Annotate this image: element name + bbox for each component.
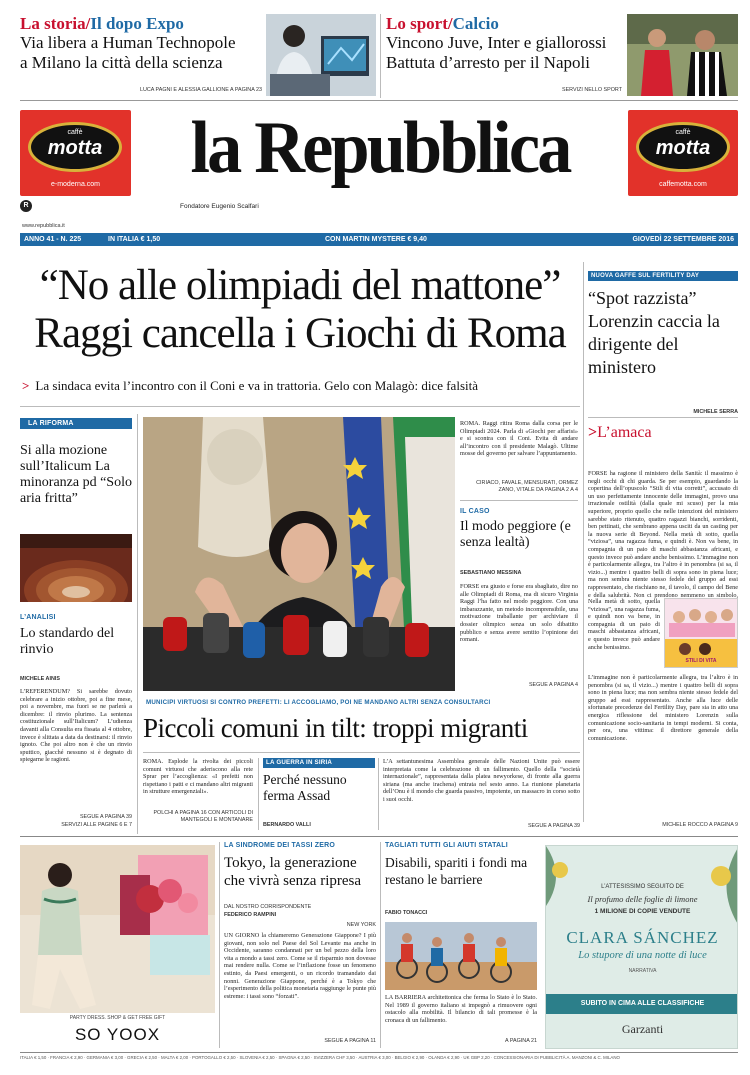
teaser-kicker-blue: Calcio — [452, 14, 499, 33]
teaser-title-line: Vincono Juve, Inter e giallorossi — [386, 33, 607, 52]
book-author: CLARA SÁNCHEZ — [566, 928, 719, 947]
giappone-author: FEDERICO RAMPINI — [224, 912, 277, 918]
book-publisher: Garzanti — [621, 1022, 664, 1036]
amaca-heading[interactable] — [588, 424, 652, 442]
ad-yoox[interactable] — [20, 845, 215, 1045]
giappone-byline: DAL NOSTRO CORRISPONDENTE — [224, 904, 312, 910]
analisi-ref: SEGUE A PAGINA 39 — [79, 814, 132, 820]
ad-motta-url: e-moderna.com — [50, 181, 101, 188]
lead-headline-line2: Raggi cancella i Giochi di Roma — [34, 310, 566, 357]
roma-text: ROMA. Raggi ritira Roma dalla corsa per le Olimpiadi 2024. Parla di «Giochi per affarisi» e si scontra con il Coni. Evita di andare all’incontro con il presidente Malagò. Ultime mosse del governo per salvare l’appuntamento. — [460, 420, 578, 458]
caso-author: SEBASTIANO MESSINA — [460, 570, 522, 576]
siria-title[interactable]: Perché nessuno ferma Assad — [263, 772, 347, 803]
lead-headline[interactable] — [20, 262, 580, 358]
teaser-kicker-red: La storia/ — [20, 14, 91, 33]
teaser-title-line: Via libera a Human Technopole — [20, 33, 236, 52]
siria-author: BERNARDO VALLI — [263, 822, 311, 828]
masthead-founder: Fondatore Eugenio Scalfari — [180, 203, 259, 210]
ad-motta-left[interactable] — [20, 110, 131, 196]
yoox-caption: PARTY DRESS. SHOP & GET FREE GIFT — [69, 1015, 166, 1021]
riforma-kicker: LA RIFORMA — [20, 418, 132, 429]
ad-motta-url: caffemotta.com — [659, 181, 707, 188]
issue-number: ANNO 41 - N. 225 — [24, 236, 82, 243]
ad-motta-brand: motta — [655, 137, 711, 159]
riforma-title[interactable]: Si alla mozione sull’Italicum La minoranza pd “Solo aria fritta” — [20, 443, 132, 506]
caso-title[interactable]: Il modo peggiore (e senza lealtà) — [460, 519, 571, 550]
book-subtitle: Il profumo delle foglie di limone — [587, 894, 698, 904]
disabili-text: LA BARRIERA architettonica che ferma lo Stato è lo Stato. Nel 1989 il governo italiano si impegnò a rimuovere ogni ostacolo alla mobilità. Il bilancio di tali promesse è la cronaca di un fallimento. — [385, 994, 537, 1024]
teaser-byline: LUCA PAGNI E ALESSIA GALLIONE A PAGINA 23 — [139, 87, 262, 93]
teaser-top-left[interactable] — [20, 14, 265, 73]
teaser-byline: SERVIZI NELLO SPORT — [561, 87, 622, 93]
photo-raggi — [143, 417, 455, 691]
amaca-text-top: FORSE ha ragione il ministero della Sanità: il massimo è negli occhi di chi guarda. Se per esempio, guardando la copertina dell’opuscolo “Stili di vita corretti”, accusato di un uso perfettamente innocente delle immagini, provo una irrazionale ostilità (dalla quale mi scuso) per la mia superiore, proprio quello che nelle intenzioni del ministero sarebbe stato ritenuto, quattro ragazzi bianchi, sorridenti, ben pettinati, che sembrano appena usciti da un casting per la nuova serie di Beyond. Nella metà di sotto, quella “viziosa”, una ragazza fuma, e quindi è. Non va bene, in compagnia di un paio di maschi abbastanza africani, e questo invece può andare anche benissimo. L’immagine non è particolarmente allegra, tra l’altro è in penombra (si sa, il vizio...) mentre i quattro belli di sopra sono in piena luce; ma non sembra niente stesso fedele del gruppo ad essi rappresentato, che rischiano ne, il tavolo, il campo del Bene e della salubrità. Non ci prendono nemmeno un simbolo, — [588, 470, 738, 598]
amaca-author: MICHELE SERRA — [693, 409, 738, 415]
lead-summary — [22, 378, 582, 393]
caso-kicker: IL CASO — [460, 508, 490, 515]
book-top: L’ATTESISSIMO SEGUITO DE — [601, 884, 684, 890]
masthead-site[interactable]: www.repubblica.it — [22, 223, 65, 229]
teaser-kicker-red: Lo sport/ — [386, 14, 453, 33]
amaca-title: L’amaca — [597, 424, 652, 441]
ad-book[interactable] — [545, 845, 738, 1049]
migranti-byline: POLCHI A PAGINA 16 CON ARTICOLI DI MANTEGOLI E MONTANARE — [153, 810, 253, 823]
photo-calcio — [627, 14, 738, 96]
masthead-title: la Repubblica — [190, 107, 570, 189]
masthead-badge: R — [20, 200, 32, 212]
book-series: NARRATIVA — [628, 968, 657, 974]
migranti-kicker: MUNICIPI VIRTUOSI SI CONTRO PREFETTI: LI ACCOGLIAMO, POI NE MANDANO ALTRI SENZA CONSULTARCI — [146, 699, 491, 706]
book-title: Lo stupore di una notte di luce — [578, 950, 707, 961]
amaca-text-mid: Nella metà di sotto, quella “viziosa”, una ragazza fuma, e quindi non va bene, in compagnia di un paio di maschi abbastanza africani, e questo invece può andare anche benissimo. — [588, 598, 660, 651]
analisi-kicker: L’ANALISI — [20, 614, 56, 621]
book-sold: 1 MILIONE DI COPIE VENDUTE — [594, 908, 691, 915]
caso-ref: SEGUE A PAGINA 4 — [528, 682, 578, 688]
disabili-kicker: TAGLIATI TUTTI GLI AIUTI STATALI — [385, 842, 508, 849]
photo-disabili — [385, 922, 537, 990]
issue-date: GIOVEDÌ 22 SETTEMBRE 2016 — [632, 236, 734, 243]
teaser-top-right[interactable] — [386, 14, 626, 73]
info-bar — [20, 233, 738, 246]
analisi-ref: SERVIZI ALLE PAGINE 6 E 7 — [61, 822, 132, 828]
siria-ref: SEGUE A PAGINA 39 — [527, 823, 580, 829]
teaser-title-line: a Milano la città della scienza — [20, 53, 223, 72]
disabili-title[interactable]: Disabili, spariti i fondi ma restano le barriere — [385, 855, 528, 887]
ad-motta-brand: motta — [47, 137, 103, 159]
lead-summary-text: La sindaca evita l’incontro con il Coni e va in trattoria. Gelo con Malagò: dice falsità — [35, 378, 478, 393]
amaca-text-bottom: L’immagine non è particolarmente allegra, tra l’altro è in penombra (si sa, il vizio...) mentre i quattro belli di sopra sono in piena luce; ma non sembra niente stesso fedele del gruppo ad essi rappresentato. Anche alla luce delle sfortunate precedenze del Fertility Day, pare sia in atto una energica riflessione del ministero Lorenzin sulla comunicazione socio-sanitaria in tempi moderni. Si conta, per ora, una vittima: il direttore generale della comunicazione. — [588, 674, 738, 742]
analisi-title[interactable]: Lo standardo del rinvio — [20, 626, 115, 657]
ad-motta-small: caffè — [67, 129, 83, 136]
giappone-place: NEW YORK — [346, 922, 376, 928]
siria-text: L’A settantunesima Assemblea generale delle Nazioni Unite può essere interpretata come la celebrazione di un fallimento. Quello della “società internazionale”, rappresentata dalla platea newyorkese, di fronte alla guerra siriana (ma anche irachena) entrata nel sesto anno. La riunione planetaria dell’Onu è il mondo che guarda passivo, impotente, un massacro in corso sotto i suoi occhi. — [383, 758, 580, 803]
teaser-title-line: Battuta d’arresto per il Napoli — [386, 53, 590, 72]
book-cta-button[interactable]: SUBITO IN CIMA ALLE CLASSIFICHE — [546, 994, 738, 1014]
arrow-icon: > — [588, 424, 598, 441]
analisi-author: MICHELE AINIS — [20, 676, 60, 682]
promo: CON MARTIN MYSTERE € 9,40 — [325, 236, 427, 243]
lead-headline-line1: “No alle olimpiadi del mattone” — [39, 262, 561, 309]
disabili-ref: A PAGINA 21 — [505, 1038, 537, 1044]
footer-prices: ITALIA € 1,50 · FRANCIA € 2,90 · GERMANIA € 3,00 · GRECIA € 2,50 · MALTA € 2,00 · PORTOGALLO € 2,50 · SLOVENIA € 2,50 · SPAGNA € 2,50 · SVIZZERA CHF 3,50 · AUSTRIA € 3,00 · BELGIO € 2,90 · OLANDA € 2,90 · UK GBP 2,20 · CONCESSIONARIA DI PUBBLICITÀ A. MANZONI & C. MILANO — [20, 1055, 620, 1060]
migranti-text: ROMA. Esplode la rivolta dei piccoli comuni virtuosi che aderiscono alla rete Sprar per l’accoglienza: «I prefetti non rispettano i patti e ci mandano altri migranti in strutture emergenziali». — [143, 758, 253, 796]
caso-text: FORSE era giusto e forse era sbagliato, dire no alle Olimpiadi di Roma, ma di sicuro Virginia Raggi l’ha fatto nel modo peggiore. Con una imbarazzante, un metodo incomprensibile, una motivazione traballante per archiviare il dossier olimpico senza un solo dibattito pubblico e senza avere sentito l’opinione dei romani. — [460, 583, 578, 644]
gaffe-kicker: NUOVA GAFFE SUL FERTILITY DAY — [588, 271, 738, 281]
photo-technopole — [266, 14, 376, 96]
giappone-title[interactable]: Tokyo, la generazione che vivrà senza ripresa — [224, 855, 362, 889]
disabili-author: FABIO TONACCI — [385, 910, 428, 916]
ad-motta-right[interactable] — [628, 110, 738, 196]
migranti-title[interactable]: Piccoli comuni in tilt: troppi migranti — [143, 713, 528, 743]
analisi-text: L’REFERENDUM? Si sarebbe dovuto celebrare a inizio ottobre, poi a fine mese, poi a novembre, ma fuori se ne parlerà a dicembre: il rinvio plurimo. La sentenza costituzionale sull’Italicum? L’udienza davanti alla Consulta era fissata al 4 ottobre, invece è slittata a data da destinarsi: il rinvio ignoto. Che poi altro non è che un rinvio sputtico, giacché nessuno si è degnato di spiegarne le ragioni. — [20, 688, 132, 764]
gaffe-title[interactable]: “Spot razzista” Lorenzin caccia la dirigente del ministero — [588, 288, 720, 377]
giappone-text: UN GIORNO la chiameremo Generazione Giappone? I più giovani, non solo nel Paese del Sol Levante ma anche in Occidente, saranno condannati per un bel pezzo della loro vita a mondo a tassi zero. Come se il risparmio non dovesse mai rendere nulla. Come se l’inflazione fosse un fenomeno estinto, da Paesi emergenti, o un ricordo tramandato dai nonni. Generazione Giappone, perché è a Tokyo che l’esperimento della politica monetaria raggiunge le punte più estreme: i tassi sono “forzati”. — [224, 932, 376, 1000]
ad-stili-caption: STILI DI VITA — [685, 658, 717, 664]
arrow-icon: > — [22, 378, 30, 393]
teaser-kicker-blue: Il dopo Expo — [90, 14, 184, 33]
ad-motta-small: caffè — [675, 129, 691, 136]
giappone-ref: SEGUE A PAGINA 11 — [324, 1038, 376, 1044]
siria-kicker: LA GUERRA IN SIRIA — [263, 758, 375, 768]
photo-parlamento — [20, 534, 132, 602]
roma-byline: CIRIACO, FAVALE, MENSURATI, ORMEZ ZANO, VITALE DA PAGINA 2 A 4 — [476, 480, 578, 493]
price: IN ITALIA € 1,50 — [108, 236, 161, 243]
photo-stili-di-vita — [664, 598, 738, 668]
giappone-kicker: LA SINDROME DEI TASSI ZERO — [224, 842, 335, 849]
yoox-brand: SO YOOX — [74, 1025, 161, 1044]
amaca-ref: MICHELE ROCCO A PAGINA 9 — [662, 822, 738, 828]
